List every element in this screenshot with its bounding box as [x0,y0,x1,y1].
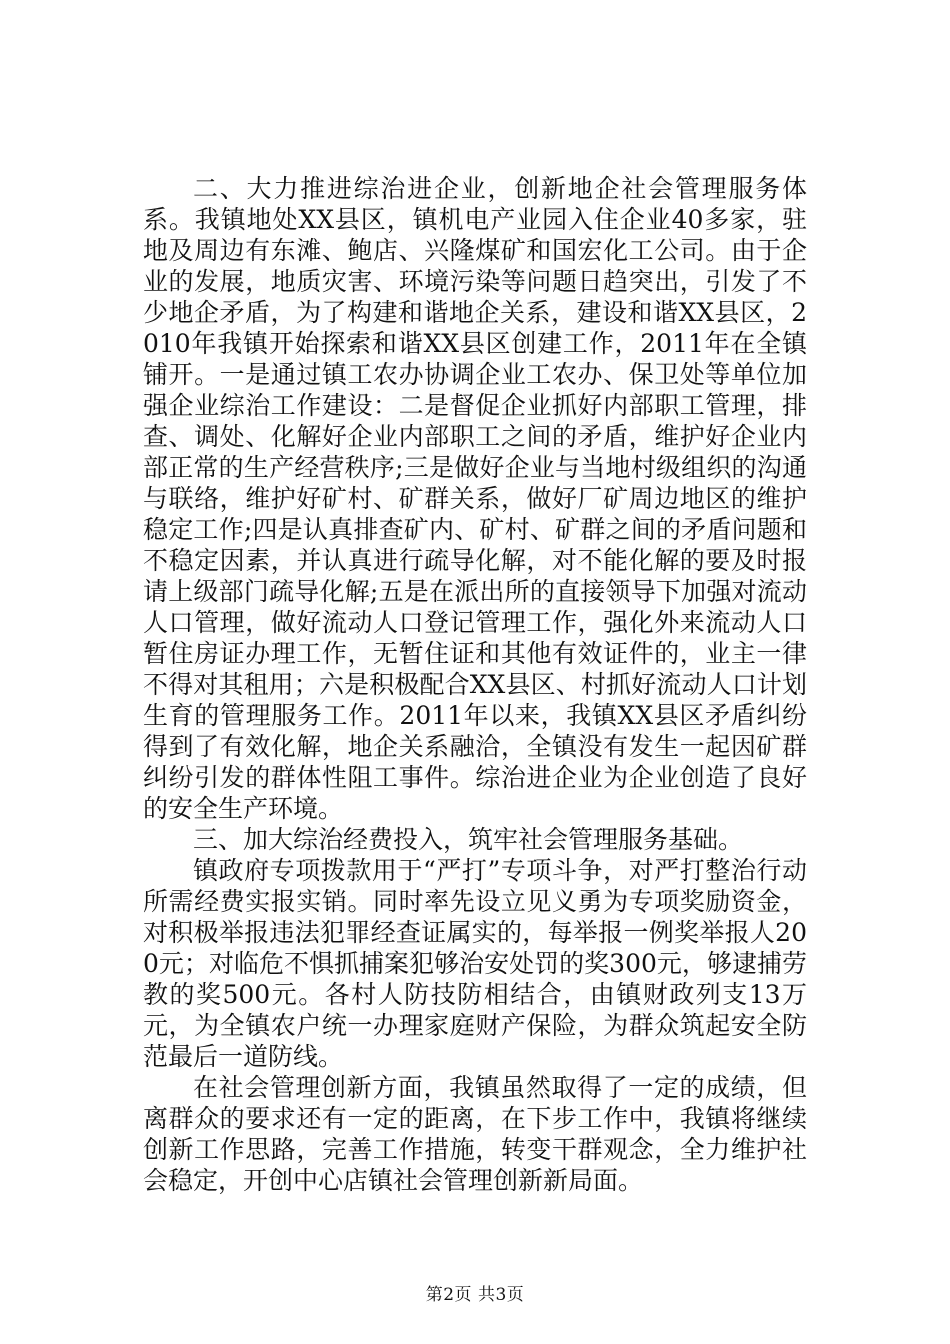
paragraph-funding: 镇政府专项拨款用于“严打”专项斗争，对严打整治行动所需经费实报实销。同时率先设立见义勇为专项奖励资金，对积极举报违法犯罪经查证属实的，每举报一例奖举报人200元；对临危不惧抓捕案犯够治安处罚的奖300元，够逮捕劳教的奖500元。各村人防技防相结合，由镇财政列支13万元，为全镇农户统一办理家庭财产保险，为群众筑起安全防范最后一道防线。 [143,856,807,1071]
document-body [143,173,807,1196]
paragraph-conclusion: 在社会管理创新方面，我镇虽然取得了一定的成绩，但离群众的要求还有一定的距离，在下步工作中，我镇将继续创新工作思路，完善工作措施，转变干群观念，全力维护社会稳定，开创中心店镇社会管理创新新局面。 [143,1073,807,1195]
page-number-footer: 第2页 共3页 [425,1285,525,1305]
paragraph-section-three-heading: 三、加大综治经费投入，筑牢社会管理服务基础。 [193,825,744,854]
paragraph-section-two: 二、大力推进综治进企业，创新地企社会管理服务体系。我镇地处XX县区，镇机电产业园入住企业40多家，驻地及周边有东滩、鲍店、兴隆煤矿和国宏化工公司。由于企业的发展，地质灾害、环境污染等问题日趋突出，引发了不少地企矛盾，为了构建和谐地企关系，建设和谐XX县区，2010年我镇开始探索和谐XX县区创建工作，2011年在全镇铺开。一是通过镇工农办协调企业工农办、保卫处等单位加强企业综治工作建设：二是督促企业抓好内部职工管理，排查、调处、化解好企业内部职工之间的矛盾，维护好企业内部正常的生产经营秩序;三是做好企业与当地村级组织的沟通与联络，维护好矿村、矿群关系，做好厂矿周边地区的维护稳定工作;四是认真排查矿内、矿村、矿群之间的矛盾问题和不稳定因素，并认真进行疏导化解，对不能化解的要及时报请上级部门疏导化解;五是在派出所的直接领导下加强对流动人口管理，做好流动人口登记管理工作，强化外来流动人口暂住房证办理工作，无暂住证和其他有效证件的，业主一律不得对其租用；六是积极配合XX县区、村抓好流动人口计划生育的管理服务工作。2011年以来，我镇XX县区矛盾纠纷得到了有效化解，地企关系融洽，全镇没有发生一起因矿群纠纷引发的群体性阻工事件。综治进企业为企业创造了良好的安全生产环境。 [143,174,807,823]
